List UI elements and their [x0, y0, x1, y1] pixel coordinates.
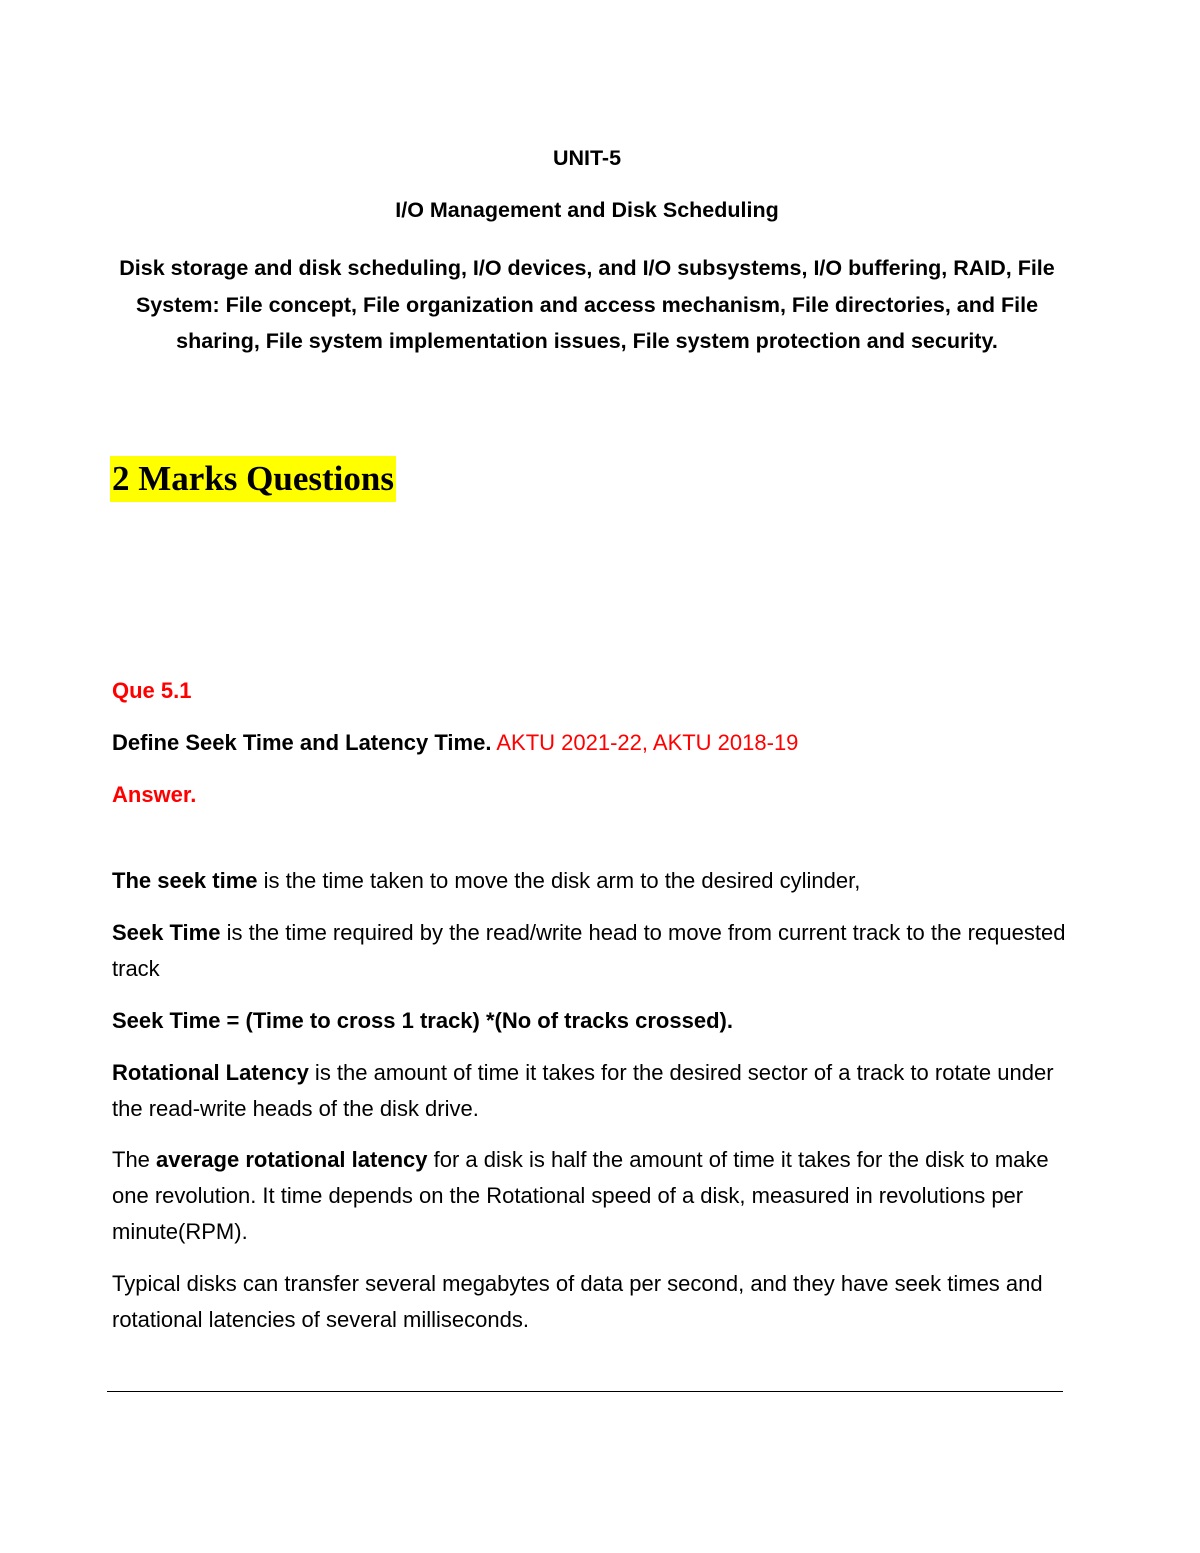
unit-title: UNIT-5 [552, 146, 622, 170]
term-seek-time: The seek time [112, 868, 258, 893]
answer-label: Answer. [112, 782, 197, 807]
unit-subtitle: I/O Management and Disk Scheduling [395, 198, 779, 222]
answer-paragraph-4 [112, 1055, 1067, 1127]
question-number: Que 5.1 [112, 678, 192, 703]
answer-paragraph-1 [112, 863, 1067, 899]
section-heading: 2 Marks Questions [110, 456, 396, 502]
answer-paragraph-2 [112, 915, 1067, 987]
term-rotational-latency: Rotational Latency [112, 1060, 309, 1085]
question-line [112, 725, 1067, 761]
question-source: AKTU 2021-22, AKTU 2018-19 [496, 730, 799, 755]
unit-syllabus: Disk storage and disk scheduling, I/O devices, and I/O subsystems, I/O buffering, RAID, File System: File concept, File organization and access mechanism, File directories, and File sharing, File system implementation issues, File system protection and security. [119, 256, 1055, 353]
seek-time-formula: Seek Time = (Time to cross 1 track) *(No of tracks crossed). [112, 1008, 733, 1033]
paragraph-text: The [112, 1147, 157, 1172]
paragraph-text: is the time required by the read/write head to move from current track to the requested track [112, 920, 1066, 981]
answer-paragraph-6: Typical disks can transfer several megabytes of data per second, and they have seek times and rotational latencies of several milliseconds. [112, 1271, 1043, 1332]
bottom-divider [107, 1391, 1063, 1392]
paragraph-text: is the amount of time it takes for the desired sector of a track to rotate under the read-write heads of the disk drive. [112, 1060, 1054, 1121]
paragraph-text: for a disk is half the amount of time it takes for the disk to make one revolution. It time depends on the Rotational speed of a disk, measured in revolutions per minute(RPM). [112, 1147, 1049, 1244]
answer-paragraph-5 [112, 1142, 1067, 1250]
question-text: Define Seek Time and Latency Time. [112, 730, 492, 755]
term-seek-time-2: Seek Time [112, 920, 221, 945]
paragraph-text: is the time taken to move the disk arm to the desired cylinder, [257, 868, 861, 893]
term-average-rotational-latency: average rotational latency [156, 1147, 428, 1172]
